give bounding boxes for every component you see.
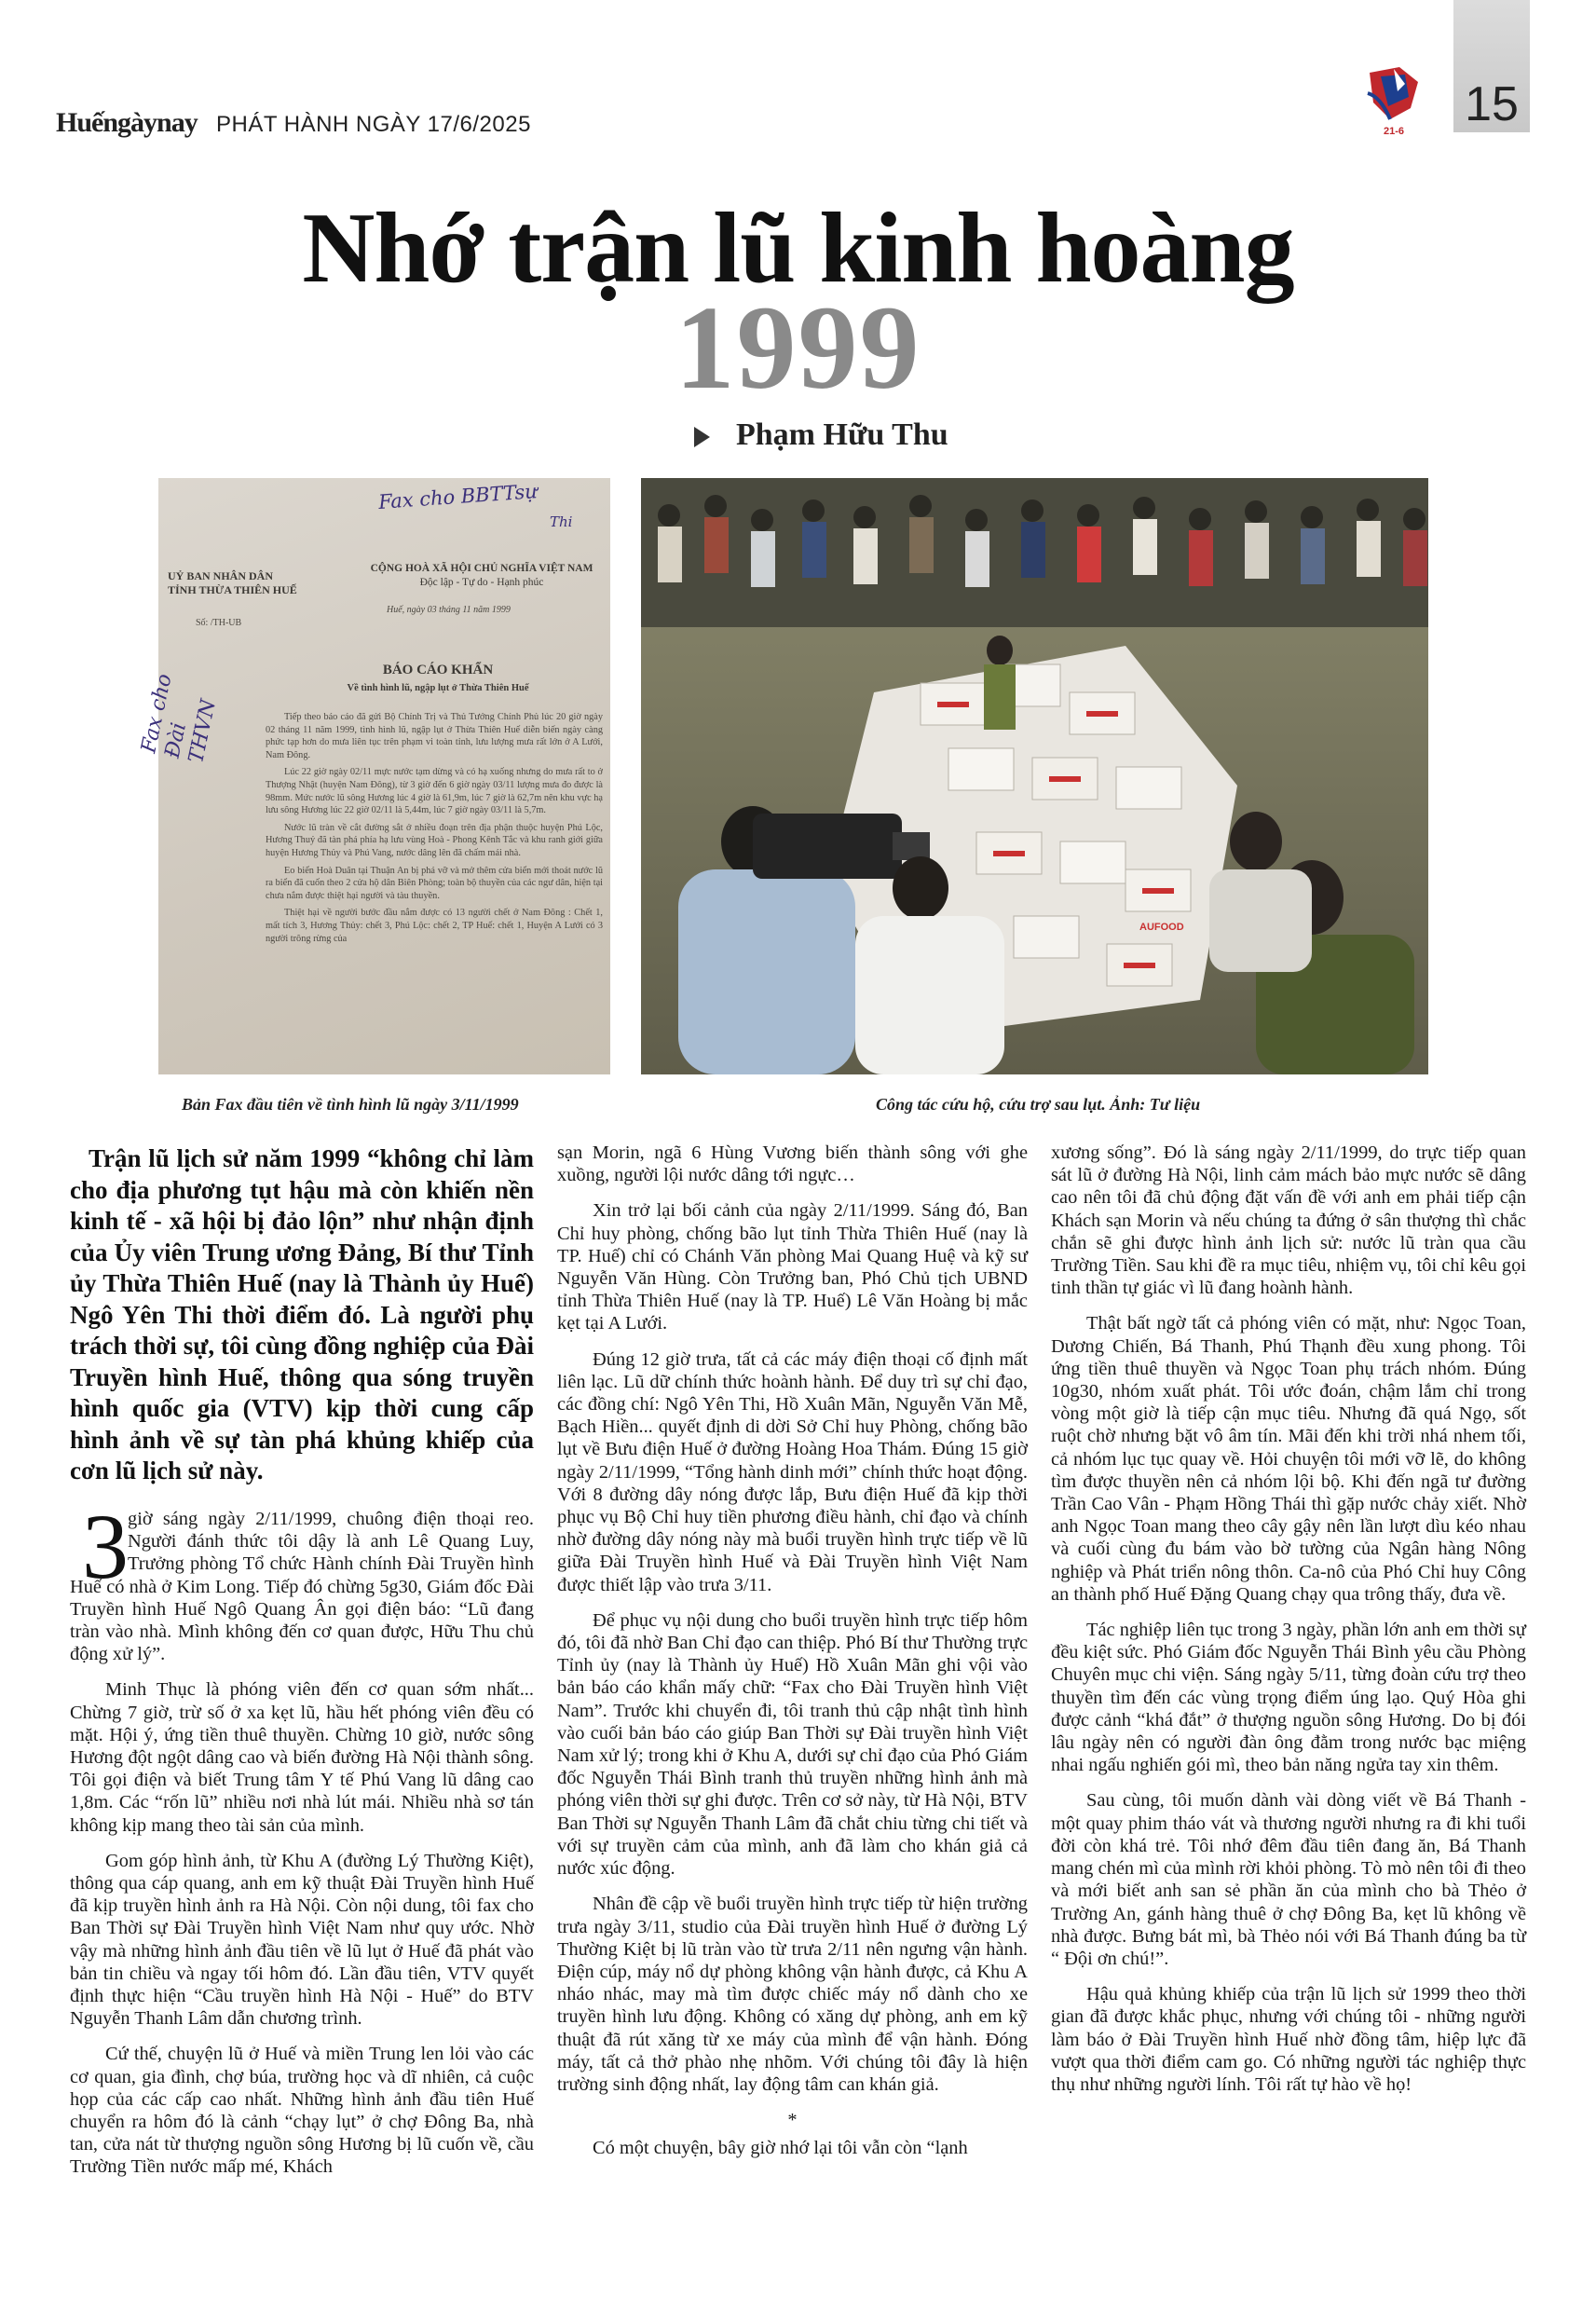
caption-photo: Công tác cứu hộ, cứu trợ sau lụt. Ảnh: Tư liệu [876, 1095, 1201, 1114]
paragraph: Để phục vụ nội dung cho buổi truyền hình trực tiếp hôm đó, tôi đã nhờ Ban Chỉ đạo can thiệp. Phó Bí thư Thường trực Tỉnh ủy (nay là Thành ủy Huế) Hồ Xuân Mãn ghi vội vào bản báo cáo khẩn mấy chữ: “Fax cho Đài Truyền hình Việt Nam”. Trước khi chuyển đi, tôi tranh thủ cập nhật tình hình vào cuối bản báo cáo giúp Ban Thời sự Đài truyền hình Việt Nam xử lý; trong khi ở Khu A, dưới sự chỉ đạo của Phó Giám đốc Nguyễn Thái Bình tranh thủ truyền những hình ảnh mà phóng viên thời sự ghi được. Trên cơ sở này, từ Hà Nội, BTV Ban Thời sự Nguyễn Thanh Lâm đã chắt chiu từng chi tiết và với sự truyền cảm của mình, anh đã làm cho khán giả cả nước xúc động. [557, 1609, 1028, 1880]
paragraph: sạn Morin, ngã 6 Hùng Vương biến thành sông với ghe xuồng, người lội nước dâng tới ngực… [557, 1142, 1028, 1186]
paragraph: Tác nghiệp liên tục trong 3 ngày, phần lớn anh em thời sự đều kiệt sức. Phó Giám đốc Nguyễn Thái Bình yêu cầu Phòng Chuyên mục chi viện. Sáng ngày 5/11, từng đoàn cứu trợ theo thuyền tìm đến các vùng trọng điểm úng lạo. Quý Hòa ghi được cảnh “khá đắt” ở thượng nguồn sông Hương. Do bị đói lâu ngày nên có người đàn ông đằm trong nước bạc miệng nhai ngấu nghiến gói mì, theo bản năng ngửa tay xin thêm. [1051, 1620, 1526, 1776]
byline-arrow-icon [694, 427, 710, 447]
box-brand-label: AUFOOD [1139, 922, 1184, 933]
body-column-2 [557, 1142, 1028, 2173]
paragraph: Gom góp hình ảnh, từ Khu A (đường Lý Thường Kiệt), thông qua cáp quang, anh em kỹ thuật Đài Truyền hình Huế đã kịp truyền hình ảnh ra Hà Nội. Còn nội dung, tôi fax cho Ban Thời sự Đài Truyền hình Việt Nam như quy ước. Nhờ vậy mà những hình ảnh đầu tiên về lũ lụt ở Huế đã phát vào bản tin chiều và ngay tối hôm đó. Lần đầu tiên, VTV quyết định thực hiện “Cầu truyền hình Hà Nội - Huế” do BTV Nguyễn Thanh Lâm dẫn chương trình. [70, 1850, 534, 2030]
paragraph: Xin trở lại bối cảnh của ngày 2/11/1999. Sáng đó, Ban Chỉ huy phòng, chống bão lụt tỉnh Thừa Thiên Huế (nay là TP. Huế) chỉ có Chánh Văn phòng Mai Quang Huệ và kỹ sư Nguyễn Văn Hùng. Còn Trưởng ban, Phó Chủ tịch UBND tỉnh Thừa Thiên Huế (nay là TP. Huế) Lê Văn Hoàng bị mắc kẹt tại A Lưới. [557, 1200, 1028, 1334]
fax-number: Số: /TH-UB [196, 618, 242, 628]
article-lead: Trận lũ lịch sử năm 1999 “không chỉ làm cho địa phương tụt hậu mà còn khiến nền kinh tế - xã hội bị đảo lộn” như nhận định của Ủy viên Trung ương Đảng, Bí thư Tỉnh ủy Thừa Thiên Huế (nay là Thành ủy Huế) Ngô Yên Thi thời điểm đó. Là người phụ trách thời sự, tôi cùng đồng nghiệp của Đài Truyền hình Huế, thông qua sóng truyền hình quốc gia (VTV) kịp thời cung cấp hình ảnh về sự tàn phá khủng khiếp của cơn lũ lịch sử này. [70, 1144, 534, 1484]
fax-handwritten-initial: Thi [550, 513, 573, 530]
paragraph: Sau cùng, tôi muốn dành vài dòng viết về Bá Thanh - một quay phim tháo vát và thương người nhưng ra đi khi tuổi đời còn khá trẻ. Tôi nhớ đêm đầu tiên đang ăn, Bá Thanh mang chén mì của mình rời khỏi phòng. Tò mò nên tôi đi theo và mới biết anh san sẻ phần ăn của mình cho bà Thẻo ở Trường An, gánh hàng thuê ở chợ Đông Ba, kẹt lũ không về nhà được. Bưng bát mì, bà Thẻo nói với Bá Thanh đúng ba từ “ Đội ơn chú!”. [1051, 1790, 1526, 1969]
logo-caption: 21-6 [1383, 126, 1405, 137]
issue-date: PHÁT HÀNH NGÀY 17/6/2025 [216, 112, 531, 137]
drop-cap: 3 [82, 1495, 129, 1598]
fax-handwritten-note: Fax cho BBTTsự [377, 480, 539, 513]
body-column-1 [70, 1508, 534, 2192]
byline-author: Phạm Hữu Thu [736, 417, 948, 452]
fax-body: Tiếp theo báo cáo đã gửi Bộ Chính Trị và Thủ Tướng Chính Phủ lúc 20 giờ ngày 02 tháng 11 năm 1999, tình hình lũ, ngập lụt ở Thừa Thiên Huế diễn biến ngày càng phức tạp hơn do mưa liên tục trên phạm vi toàn tỉnh, lưu lượng mưa rất lớn ở A Lưới, Nam Đông. Lúc 22 giờ ngày 02/11 mực nước tạm dừng và có hạ xuống nhưng do mưa rất to ở Thượng Nhật (huyện Nam Đông), từ 3 giờ đến 6 giờ ngày 03/11 lượng mưa đo được là 98mm. Mức nước lũ sông Hương lúc 4 giờ là 61,9m, lúc 7 giờ là 62,7m nên khu vực hạ lưu sông Hương lúc 22 giờ 02/11 là 5,44m, lúc 7 giờ ngày 03/11 là 5,7m. Nước lũ tràn về cắt đường sắt ở nhiều đoạn trên địa phận thuộc huyện Phú Lộc, Hương Thuỷ đã tàn phá phía hạ lưu vùng Hoà - Phong Kênh Tắc và khu ranh giới giữa huyện Hương Thủy và Phú Vang, nước dâng lên đã chấm mái nhà. Eo biển Hoà Duân tại Thuận An bị phá vỡ và mở thêm cửa biển mới thoát nước lũ ra biển đã cuốn theo 2 cửa hộ dân Biên Phòng; toàn bộ thuyền của các ngư dân, hiện tại chưa nắm được thiệt hại người và tàu thuyền. Thiệt hại về người bước đầu nắm được có 13 người chết ở Nam Đông : Chết 1, mất tích 3, Hương Thủy: chết 3, Phú Lộc: chết 2, TP Huế: chết 1, Huyện A Lưới có 3 người trông rừng của [266, 712, 603, 944]
anniversary-logo-icon [1362, 65, 1425, 138]
fax-doc-title: BÁO CÁO KHẨN [382, 663, 494, 677]
article-title-year: 1999 [675, 281, 921, 414]
relief-photo [641, 478, 1428, 1074]
paragraph: Hậu quả khủng khiếp của trận lũ lịch sử 1999 theo thời gian đã được khắc phục, nhưng với chúng tôi - những người làm báo ở Đài Truyền hình Huế nhờ đồng tâm, hiệp lực đã vượt qua thời điểm cam go. Có những người tác nghiệp thực thụ như những người lính. Tôi rất tự hào về họ! [1051, 1984, 1526, 2095]
caption-fax: Bản Fax đầu tiên về tình hình lũ ngày 3/11/1999 [182, 1095, 519, 1114]
paragraph: Đúng 12 giờ trưa, tất cả các máy điện thoại cố định mất liên lạc. Lũ dữ chính thức hoành hành. Để duy trì sự chỉ đạo, các đồng chí: Ngô Yên Thi, Hồ Xuân Mãn, Nguyễn Văn Mễ, Bạch Hiền... quyết định di dời Sở Chỉ huy Phòng, chống bão lụt về Bưu điện Huế ở đường Hoàng Hoa Thám. Đúng 15 giờ ngày 2/11/1999, “Tổng hành dinh mới” chính thức hoạt động. Với 8 đường dây nóng được lắp, Bưu điện Huế đã kịp thời phục vụ Bộ Chỉ huy tiền phương điều hành, chỉ đạo và chính nhờ đường dây nóng này mà buổi truyền hình trực tiếp về lũ giữa Đài Truyền hình Huế và Đài Truyền hình Việt Nam được thiết lập vào trưa 3/11. [557, 1348, 1028, 1595]
fax-document-image [137, 478, 610, 1074]
paragraph: Nhân đề cập về buổi truyền hình trực tiếp từ hiện trường trưa ngày 3/11, studio của Đài truyền hình Huế ở đường Lý Thường Kiệt bị lũ tràn vào từ trưa 2/11 nên ngưng vận hành. Điện cúp, máy nổ dự phòng không vận hành được, cả Khu A nháo nhác, may mà tìm được chiếc máy nổ dành cho xe truyền hình lưu động. Không có xăng dự phòng, anh em kỹ thuật đã rút xăng từ xe máy của mình để vận hành. Đóng máy, tất cả thở phào nhẹ nhõm. Với chúng tôi đây là hiện trường sinh động nhất, lay động tâm can khán giả. [557, 1894, 1028, 2095]
paragraph: xương sống”. Đó là sáng ngày 2/11/1999, do trực tiếp quan sát lũ ở đường Hà Nội, linh cảm mách bảo mực nước sẽ dâng cao nên tôi đã chủ động đặt vấn đề với anh em phải tiếp cận Khách sạn Morin và nếu chúng ta đứng ở sân thượng thì chắc chắn sẽ ghi được hình ảnh lịch sử: nước lũ tràn qua cầu Trường Tiền. Sau khi đề ra mục tiêu, nhiệm vụ, tôi chỉ kêu gọi tinh thần tự giác vì lũ đang hoành hành. [1051, 1142, 1526, 1299]
masthead-logo: Huếngàynay [56, 107, 198, 138]
section-separator: * [787, 2110, 798, 2131]
police-officer [984, 636, 1016, 730]
fax-doc-subtitle: Về tình hình lũ, ngập lụt ở Thừa Thiên Huế [347, 683, 529, 693]
paragraph: Cứ thế, chuyện lũ ở Huế và miền Trung len lỏi vào các cơ quan, gia đình, chợ búa, trường học và dĩ nhiên, cả cuộc họp của các cấp cao nhất. Những hình ảnh đầu tiên Huế chuyển ra hôm đó là cảnh “chạy lụt” ở chợ Đông Ba, nhà tan, cửa nát từ thượng nguồn sông Hương bị lũ cuốn về, cầu Trường Tiền nước mấp mé, Khách [70, 2044, 534, 2178]
fax-left-header: UỶ BAN NHÂN DÂN TỈNH THỪA THIÊN HUẾ [168, 569, 297, 596]
article-title: Nhớ trận lũ kinh hoàng [302, 193, 1294, 304]
paragraph: Minh Thục là phóng viên đến cơ quan sớm nhất... Chừng 7 giờ, trừ số ở xa kẹt lũ, hầu hết phóng viên đều có mặt. Hội ý, ứng tiền thuê thuyền. Chừng 10 giờ, nước sông Hương đột ngột dâng cao và biến đường Hà Nội thành sông. Tôi gọi điện và biết Trung tâm Y tế Phú Vang lũ dâng cao 1,8m. Các “rốn lũ” nhiều nơi nhà lút mái. Nhiều nhà sơ tán không kịp mang theo tài sản của mình. [70, 1679, 534, 1836]
paragraph: Có một chuyện, bây giờ nhớ lại tôi vẫn còn “lạnh [593, 2138, 968, 2159]
fax-right-header: CỘNG HOÀ XÃ HỘI CHỦ NGHĨA VIỆT NAM Độc lập - Tự do - Hạnh phúc [370, 563, 593, 588]
fax-date: Huế, ngày 03 tháng 11 năm 1999 [387, 605, 511, 615]
paragraph: giờ sáng ngày 2/11/1999, chuông điện thoại reo. Người đánh thức tôi dậy là anh Lê Quang Luy, Trưởng phòng Tổ chức Hành chính Đài Truyền hình Huế có nhà ở Kim Long. Tiếp đó chừng 5g30, Giám đốc Đài Truyền hình Huế Ngô Quang Ân gọi điện báo: “Lũ đang tràn vào nhà. Mình không đến cơ quan được, Hữu Thu chủ động xử lý”. [70, 1509, 534, 1665]
paragraph: Thật bất ngờ tất cả phóng viên có mặt, như: Ngọc Toan, Dương Chiến, Bá Thanh, Phú Thạnh đều xung phong. Tôi ứng tiền thuê thuyền và Ngọc Toan phụ trách nhóm. Đúng 10g30, nhóm xuất phát. Tôi ước đoán, chậm lắm chỉ trong vòng một giờ là tiếp cận mục tiêu. Nhưng đã quá Ngọ, sốt ruột chờ nhưng bặt vô âm tín. Mãi đến khi trời nhá nhem tối, cả nhóm lục tục quay về. Hỏi chuyện tôi mới vỡ lẽ, do không tìm được thuyền nên cả nhóm lội bộ. Khi đến ngã tư đường Trần Cao Vân - Phạm Hồng Thái thì gặp nước chảy xiết. Nhờ anh Ngọc Toan mang theo cây gậy nên lần lượt dìu kéo nhau và cuối cùng đu bám vào bờ tường của Ngân hàng Nông nghiệp và Phát triển nông thôn. Ca-nô của Phó Chỉ huy Công an thành phố Huế Đặng Quang chạy qua trông thấy, đưa về. [1051, 1313, 1526, 1605]
page-number: 15 [1465, 77, 1519, 131]
body-column-3 [1051, 1142, 1526, 2109]
fax-handwritten-margin: Fax cho Đài THVN [137, 671, 221, 766]
